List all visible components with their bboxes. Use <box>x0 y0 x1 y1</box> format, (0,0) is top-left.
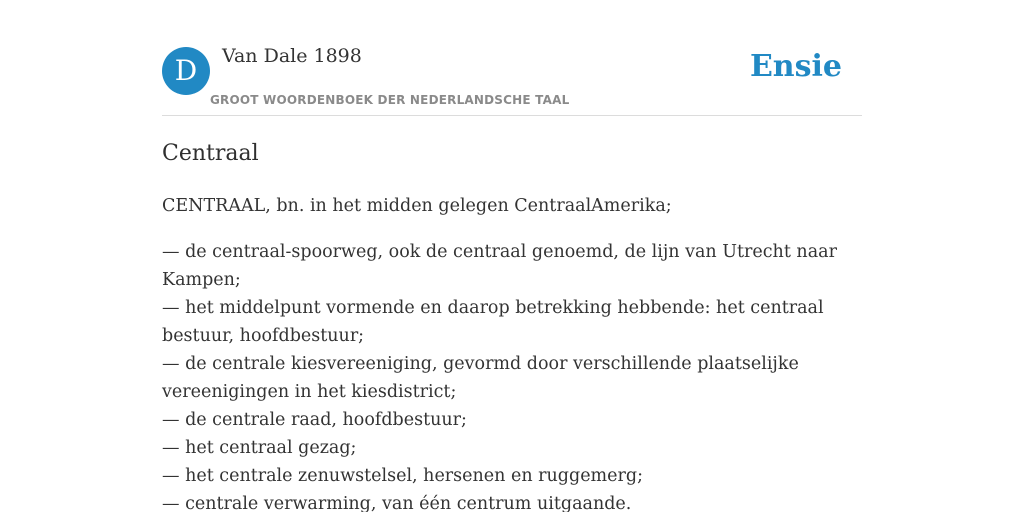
dictionary-subtitle: GROOT WOORDENBOEK DER NEDERLANDSCHE TAAL <box>210 93 570 107</box>
entry-content <box>162 138 842 512</box>
sense-item: — het middelpunt vormende en daarop betrekking hebbende: het centraal bestuur, hoofdbestuur; <box>162 298 824 346</box>
sense-item: — de centrale kiesvereeniging, gevormd door verschillende plaatselijke vereenigingen in het kiesdistrict; <box>162 354 799 402</box>
entry-definition: CENTRAAL, bn. in het midden gelegen CentraalAmerika; <box>162 196 672 216</box>
sense-item: — de centraal-spoorweg, ook de centraal genoemd, de lijn van Utrecht naar Kampen; <box>162 242 837 290</box>
sense-item: — centrale verwarming, van één centrum uitgaande. <box>162 494 632 512</box>
dictionary-title[interactable]: Van Dale 1898 <box>222 45 362 67</box>
site-header <box>162 45 862 116</box>
sense-item: — het centraal gezag; <box>162 438 357 458</box>
sense-item: — de centrale raad, hoofdbestuur; <box>162 410 467 430</box>
sense-item: — het centrale zenuwstelsel, hersenen en ruggemerg; <box>162 466 643 486</box>
ensie-brand-logo[interactable]: Ensie <box>749 49 842 84</box>
sense-list <box>162 238 842 512</box>
entry-title: Centraal <box>162 141 259 166</box>
dictionary-logo-badge[interactable]: D <box>162 47 210 95</box>
